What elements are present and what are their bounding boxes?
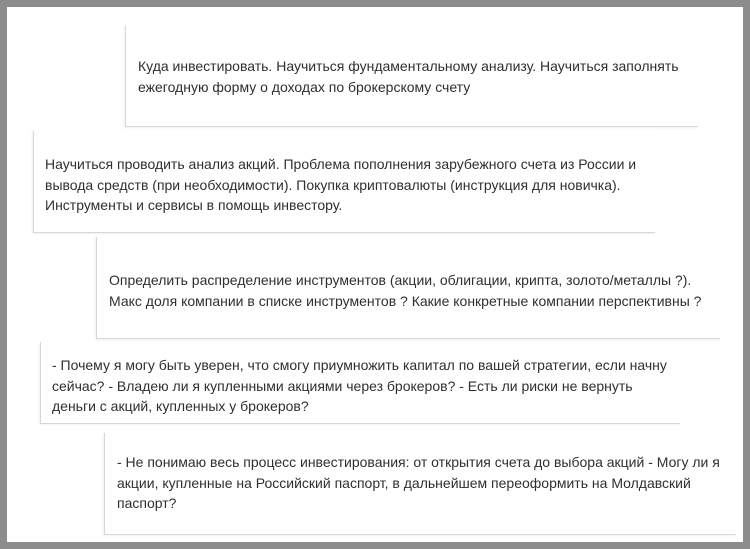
question-text: - Не понимаю весь процесс инвестирования: от открытия счета до выбора акций - Могу ли я акции, купленные на Российский паспорт, в дальнейшем переоформить на Молдавский паспорт?: [117, 454, 720, 511]
question-card: [104, 433, 736, 535]
question-card: [125, 26, 698, 127]
question-text: Определить распределение инструментов (акции, облигации, крипта, золото/металлы ?). Макс доля компании в списке инструментов ? Какие конкретные компании перспективны ?: [109, 272, 702, 309]
question-card: [96, 237, 720, 339]
question-text: Научиться проводить анализ акций. Проблема пополнения зарубежного счета из России и вывода средств (при необходимости). Покупка криптовалюты (инструкция для новичка). Инструменты и сервисы в помощь инвестору.: [45, 156, 637, 213]
question-card: [33, 131, 655, 233]
question-text: - Почему я могу быть уверен, что смогу приумножить капитал по вашей стратегии, если начну сейчас? - Владею ли я купленными акциями через брокеров? - Есть ли риски не вернуть деньги с акций, купленных у брокеров?: [52, 357, 667, 414]
question-card: [40, 342, 680, 424]
question-text: Куда инвестировать. Научиться фундаментальному анализу. Научиться заполнять ежегодную форму о доходах по брокерскому счету: [138, 58, 679, 95]
